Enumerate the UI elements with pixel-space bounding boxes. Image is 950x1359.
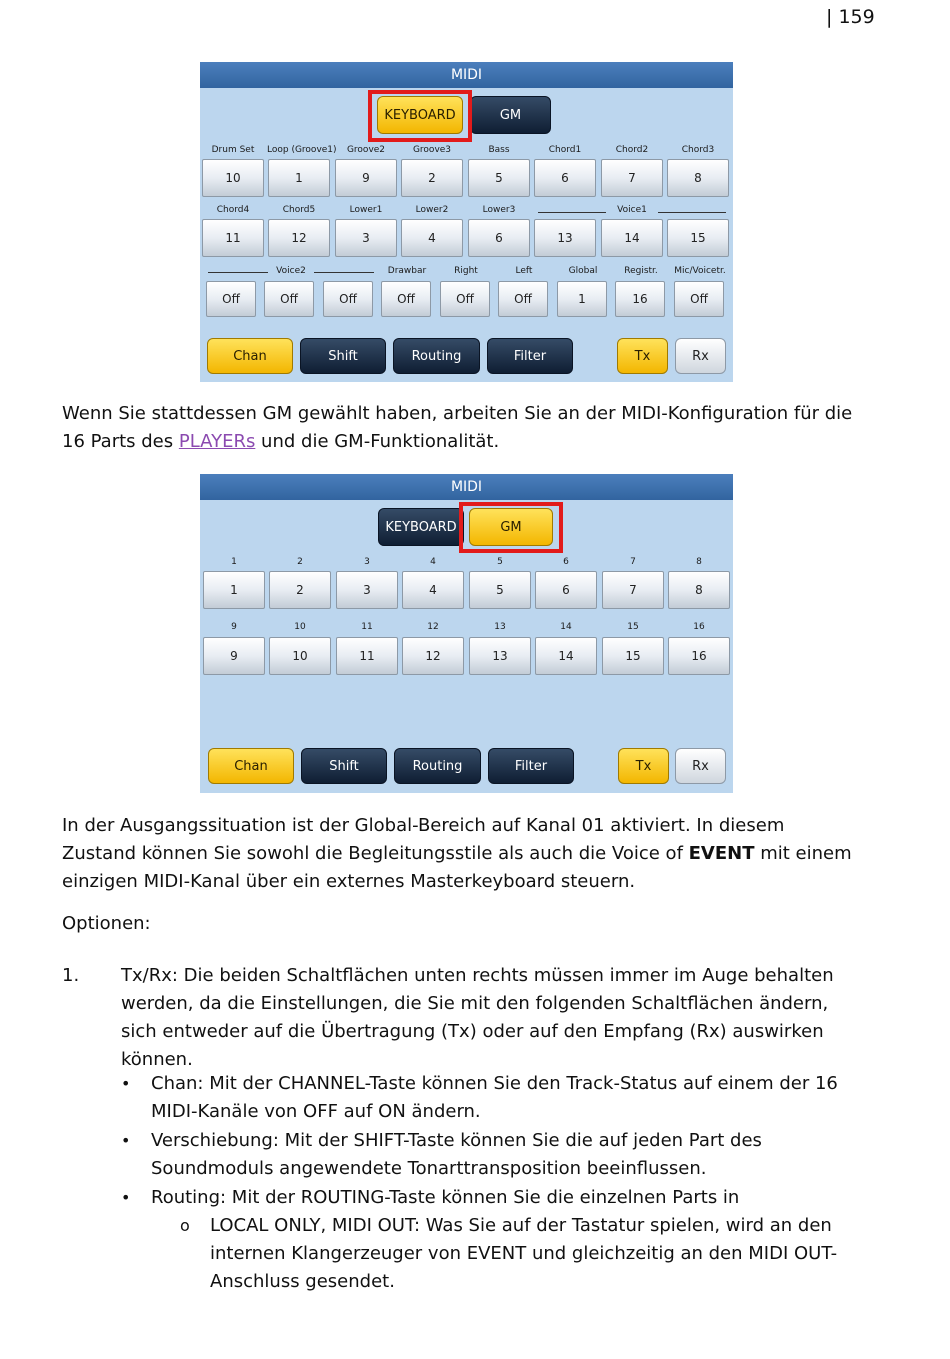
part-label: Right [454, 266, 478, 276]
sub-bullet-marker: o [180, 1216, 190, 1235]
filter-button[interactable]: Filter [488, 748, 574, 784]
channel-button[interactable]: 13 [534, 219, 596, 257]
part-label: Global [568, 266, 598, 276]
routing-button[interactable]: Routing [394, 748, 481, 784]
part-label: Groove3 [412, 145, 452, 155]
part-button[interactable]: 8 [668, 571, 730, 609]
part-label: Chord2 [615, 145, 649, 155]
part-label: 10 [294, 622, 306, 632]
group-divider [208, 272, 268, 273]
part-label: Lower2 [415, 205, 449, 215]
channel-button[interactable]: Off [381, 281, 431, 317]
channel-button[interactable]: 10 [202, 159, 264, 197]
part-button[interactable]: 11 [336, 637, 398, 675]
bullet-item-chan: Chan: Mit der CHANNEL-Taste können Sie den Track-Status auf einem der 16 MIDI-Kanäle von OFF auf ON ändern. [151, 1073, 838, 1122]
voice1-group-label: Voice1 [617, 205, 647, 215]
channel-button[interactable]: 6 [468, 219, 530, 257]
channel-button[interactable]: Off [206, 281, 256, 317]
midi-panel-keyboard [200, 62, 733, 382]
bullet-item-shift: Verschiebung: Mit der SHIFT-Taste können Sie die auf jeden Part des Soundmoduls angewendete Tonarttransposition beeinflussen. [151, 1130, 762, 1179]
midi-panel-gm [200, 474, 733, 793]
panel-title: MIDI [200, 474, 733, 500]
part-button[interactable]: 2 [269, 571, 331, 609]
part-button[interactable]: 9 [203, 637, 265, 675]
channel-button[interactable]: 6 [534, 159, 596, 197]
mode-selector [200, 96, 733, 136]
part-button[interactable]: 12 [402, 637, 464, 675]
channel-button[interactable]: 16 [615, 281, 665, 317]
channel-button[interactable]: Off [264, 281, 314, 317]
part-button[interactable]: 16 [668, 637, 730, 675]
part-label: 1 [231, 557, 237, 567]
channel-button[interactable]: Off [323, 281, 373, 317]
paragraph-text: und die GM-Funktionalität. [255, 431, 500, 452]
players-link[interactable]: PLAYERs [178, 431, 256, 452]
rx-button[interactable]: Rx [675, 748, 726, 784]
part-label: Chord1 [548, 145, 582, 155]
paragraph-gm-intro [62, 400, 862, 456]
bullet-marker: • [121, 1131, 131, 1150]
part-label: Drawbar [387, 266, 427, 276]
channel-button[interactable]: Off [440, 281, 490, 317]
part-button[interactable]: 14 [535, 637, 597, 675]
part-label: 8 [696, 557, 702, 567]
voice2-group-label: Voice2 [276, 266, 306, 276]
part-label: 9 [231, 622, 237, 632]
gm-mode-button[interactable]: GM [470, 96, 551, 134]
channel-button[interactable]: 5 [468, 159, 530, 197]
chan-button[interactable]: Chan [208, 748, 294, 784]
part-label: 7 [630, 557, 636, 567]
channel-button[interactable]: Off [498, 281, 548, 317]
part-label: Loop (Groove1) [267, 145, 337, 155]
part-button[interactable]: 4 [402, 571, 464, 609]
shift-button[interactable]: Shift [300, 338, 386, 374]
part-label: Chord5 [282, 205, 316, 215]
group-divider [314, 272, 374, 273]
list-item-tx-rx: Tx/Rx: Die beiden Schaltflächen unten rechts müssen immer im Auge behalten werden, da die Einstellungen, die Sie mit den folgenden Schaltflächen ändern, sich entweder auf die Übertragung (Tx) oder auf den Empfang (Rx) auswirken können. [121, 965, 834, 1070]
part-label: 4 [430, 557, 436, 567]
channel-button[interactable]: 15 [667, 219, 729, 257]
part-label: 5 [497, 557, 503, 567]
part-label: Mic/Voicetr. [674, 266, 726, 276]
part-label: 16 [693, 622, 705, 632]
channel-button[interactable]: 7 [601, 159, 663, 197]
filter-button[interactable]: Filter [487, 338, 573, 374]
bullet-marker: • [121, 1188, 131, 1207]
part-label: Registr. [624, 266, 658, 276]
paragraph-text: mit einem einzigen MIDI-Kanal über ein externes Masterkeyboard steuern. [62, 843, 852, 892]
bullet-marker: • [121, 1074, 131, 1093]
routing-button[interactable]: Routing [393, 338, 480, 374]
part-button[interactable]: 6 [535, 571, 597, 609]
panel-title: MIDI [200, 62, 733, 88]
part-button[interactable]: 10 [269, 637, 331, 675]
part-button[interactable]: 7 [602, 571, 664, 609]
part-label: Drum Set [211, 145, 255, 155]
tx-button[interactable]: Tx [617, 338, 668, 374]
channel-button[interactable]: 8 [667, 159, 729, 197]
channel-button[interactable]: 4 [401, 219, 463, 257]
channel-button[interactable]: Off [674, 281, 724, 317]
channel-button[interactable]: 1 [268, 159, 330, 197]
keyboard-mode-button[interactable]: KEYBOARD [378, 508, 464, 546]
channel-button[interactable]: 14 [601, 219, 663, 257]
page-number: | 159 [826, 6, 875, 28]
part-label: 13 [494, 622, 506, 632]
group-divider [658, 212, 726, 213]
part-button[interactable]: 15 [602, 637, 664, 675]
event-bold-text: EVENT [688, 843, 755, 864]
part-button[interactable]: 1 [203, 571, 265, 609]
part-label: Groove2 [346, 145, 386, 155]
part-label: 6 [563, 557, 569, 567]
part-label: 3 [364, 557, 370, 567]
channel-button[interactable]: 12 [268, 219, 330, 257]
part-label: 2 [297, 557, 303, 567]
part-label: 14 [560, 622, 572, 632]
part-button[interactable]: 5 [469, 571, 531, 609]
paragraph-text: Wenn Sie stattdessen GM gewählt haben, arbeiten Sie an der MIDI-Konfiguration für die 16 Parts des [62, 403, 853, 452]
channel-button[interactable]: 9 [335, 159, 397, 197]
keyboard-mode-button[interactable]: KEYBOARD [377, 96, 463, 134]
channel-button[interactable]: 2 [401, 159, 463, 197]
channel-button[interactable]: 11 [202, 219, 264, 257]
tx-button[interactable]: Tx [618, 748, 669, 784]
group-divider [538, 212, 606, 213]
options-heading: Optionen: [62, 913, 151, 934]
rx-button[interactable]: Rx [675, 338, 726, 374]
paragraph-text: In der Ausgangssituation ist der Global-Bereich auf Kanal 01 aktiviert. In diesem Zustand können Sie sowohl die Begleitungsstile als auch die Voice of [62, 815, 785, 864]
part-label: Bass [488, 145, 510, 155]
part-label: 15 [627, 622, 639, 632]
part-label: Chord4 [216, 205, 250, 215]
part-label: Chord3 [681, 145, 715, 155]
part-button[interactable]: 13 [469, 637, 531, 675]
channel-button[interactable]: 1 [557, 281, 607, 317]
part-label: Left [515, 266, 533, 276]
gm-mode-button[interactable]: GM [469, 508, 553, 546]
sub-bullet-item-local-only: LOCAL ONLY, MIDI OUT: Was Sie auf der Tastatur spielen, wird an den internen Klangerzeuger von EVENT und gleichzeitig an den MIDI OUT-Anschluss gesendet. [210, 1215, 838, 1292]
mode-selector [200, 508, 733, 548]
part-label: 12 [427, 622, 439, 632]
shift-button[interactable]: Shift [301, 748, 387, 784]
part-label: 11 [361, 622, 373, 632]
chan-button[interactable]: Chan [207, 338, 293, 374]
channel-button[interactable]: 3 [335, 219, 397, 257]
paragraph-initial-state [62, 812, 862, 896]
part-label: Lower1 [349, 205, 383, 215]
bullet-item-routing: Routing: Mit der ROUTING-Taste können Sie die einzelnen Parts in [151, 1187, 740, 1208]
list-number: 1. [62, 965, 80, 986]
part-label: Lower3 [482, 205, 516, 215]
part-button[interactable]: 3 [336, 571, 398, 609]
